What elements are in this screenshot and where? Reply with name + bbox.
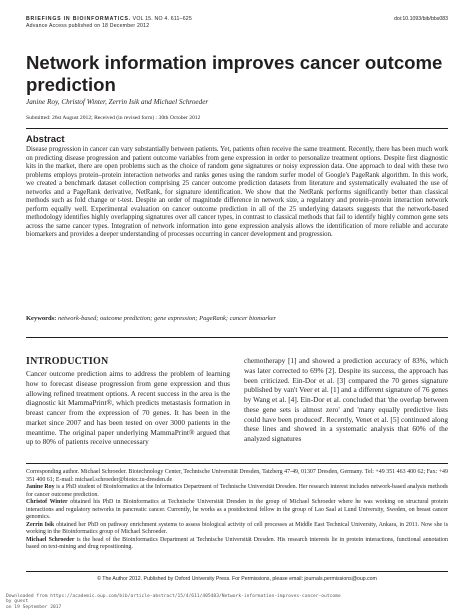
keywords-text: network-based; outcome prediction; gene expression; PageRank; cancer biomarker (57, 315, 277, 322)
download-date-line: on 19 September 2017 (6, 604, 62, 610)
corresponding-author-note: Corresponding author. Michael Schroeder. Biotechnology Center, Technische Universität Dresden, Tatzberg 47-49, 01307 Dresden, Germany. Tel: +49 351 463 400 62; Fax: +49 351 400 61; E-mail: michael.schroeder@biotec.tu-dresden.de (26, 469, 448, 483)
advance-access: Advance Access published on 18 December 2012 (26, 23, 150, 29)
submission-dates: Submitted: 26st August 2012; Received (in revised form) : 30th October 2012 (26, 115, 201, 121)
introduction-heading: INTRODUCTION (26, 356, 109, 367)
keywords-label: Keywords: (26, 315, 57, 322)
introduction-left-column: Cancer outcome prediction aims to address the problem of learning how to forecast disease progression from gene expression and thus allowing refined treatment options. A recent success in the area is the diagnostic kit MammaPrint®, which predicts metastasis formation in breast cancer from the expression of 70 genes. It has been in the market since 2007 and has been tested on over 3000 patients in the meantime. The original paper underlying MammaPrint® argued that up to 80% of patients receive unnecessary (26, 369, 230, 447)
download-guest-line: by guest (6, 599, 29, 605)
copyright-footer: © The Author 2012. Published by Oxford University Press. For Permissions, please email: journals.permissions@oup.com (97, 576, 377, 582)
divider (26, 463, 448, 464)
journal-header (26, 16, 192, 30)
authors: Janine Roy, Christof Winter, Zerrin Isik and Michael Schroeder (26, 98, 209, 106)
journal-name: BRIEFINGS IN BIOINFORMATICS. (26, 16, 132, 22)
doi: doi:10.1093/bib/bbs083 (394, 16, 448, 22)
divider (26, 128, 448, 129)
volume-info: VOL 15. NO 4. 611–625 (132, 16, 192, 22)
author-bio: Janine Roy is a PhD student of Bioinformatics at the Informatics Department of Technische Universität Dresden. Her research interest includes network-based analysis methods for cancer outcome prediction. (26, 484, 448, 498)
abstract-text: Disease progression in cancer can vary substantially between patients. Yet, patients often receive the same treatment. Recently, there has been much work on predicting disease progression and patient outcome variables from gene expression in order to personalize treatment options. Despite first diagnostic kits in the market, there are open problems such as the choice of random gene signatures or noisy expression data. One approach to deal with these two problems employs protein–protein interaction networks and ranks genes using the random surfer model of Google's PageRank algorithm. In this work, we created a benchmark dataset collection comprising 25 cancer outcome prediction datasets from literature and systematically evaluated the use of networks and a PageRank derivative, NetRank, for signature identification. We show that the NetRank performs significantly better than classical methods such as fold change or t-test. Despite an order of magnitude difference in network size, a regulatory and protein–protein interaction network perform equally well. Experimental evaluation on cancer outcome prediction in all of the 25 underlying datasets suggests that the network-based methodology identifies highly overlapping signatures over all cancer types, in contrast to classical methods that fail to identify highly common gene sets across the same cancer types. Integration of network information into gene expression analysis allows the identification of more reliable and accurate biomarkers and provides a deeper understanding of processes occurring in cancer development and progression. (26, 146, 448, 239)
author-bio: Christof Winter obtained his PhD in Bioinformatics at Technische Universität Dresden in the group of Michael Schroeder where he was working on structural protein interactions and regulatory networks in pancreatic cancer. Currently, he works as a postdoctoral fellow in the group of Lao Saal at Lund University, Sweden, on breast cancer genomics. (26, 499, 449, 521)
paper-title: Network information improves cancer outcome prediction (26, 52, 443, 95)
author-bio: Michael Schroeder is the head of the Bioinformatics Department at Technische Universität Dresden. His research interests lie in protein interactions, functional annotation based on text-mining and drug repositioning. (26, 536, 449, 551)
download-watermark (6, 594, 341, 610)
introduction-right-column: chemotherapy [1] and showed a prediction accuracy of 83%, which was later corrected to 69% [2]. Despite its success, the approach has been criticized. Ein-Dor et al. [3] compared the 70 genes signature published by van't Veer et al. [1] and a different signature of 76 genes by Wang et al. [4]. Ein-Dor et al. concluded that 'the overlap between these gene sets is almost zero' and 'many equally predictive lists could have been produced'. Recently, Venet et al. [5] continued along these lines and showed in a systematic analysis that 60% of the analyzed signatures (244, 356, 448, 443)
divider (26, 337, 448, 338)
abstract-heading: Abstract (26, 134, 65, 145)
keywords (26, 315, 448, 323)
download-url-line: Downloaded from https://academic.oup.com/bib/article-abstract/15/4/611/405483/Network-information-improves-cancer-outcome (6, 594, 341, 599)
divider (26, 571, 448, 572)
author-notes (26, 469, 448, 552)
author-bio: Zerrin Isik obtained her PhD on pathway enrichment systems to assess biological activity of cell processes at Middle East Technical University, Ankara, in 2011. Now she is working in the Bioinformatics group of Michael Schroeder. (26, 521, 448, 536)
